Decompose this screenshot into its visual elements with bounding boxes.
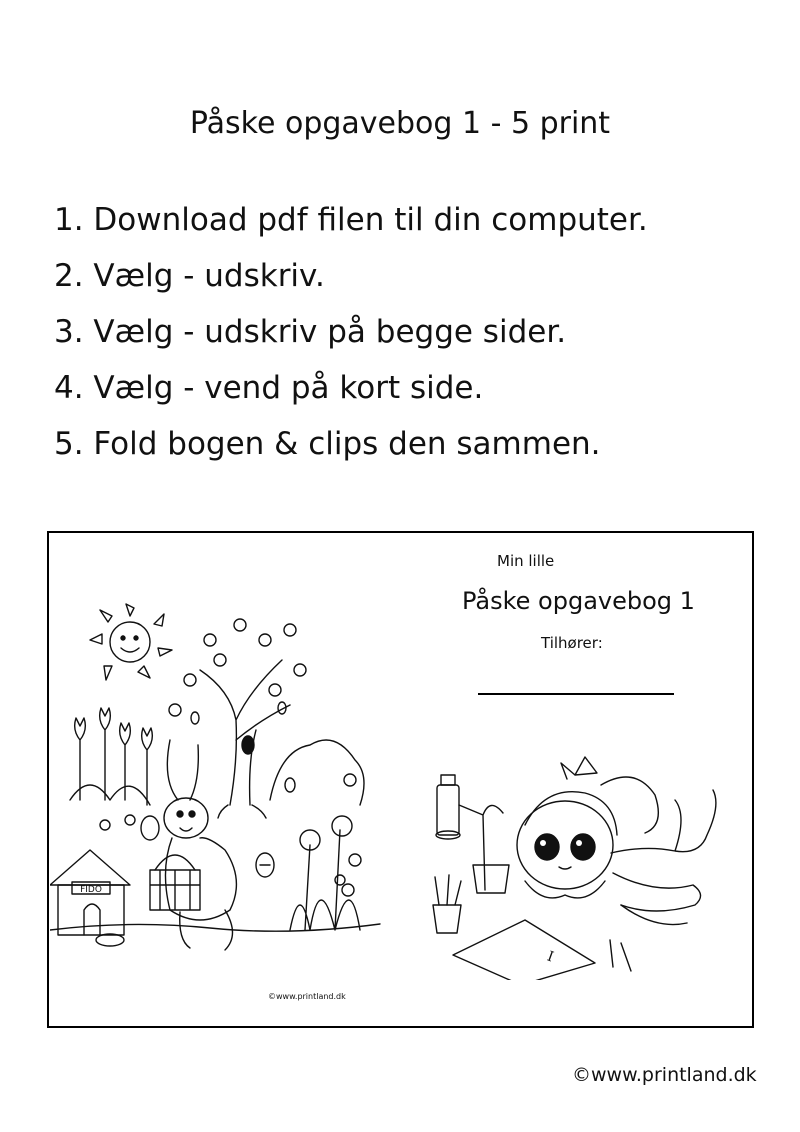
dog-house-drawing (50, 850, 130, 935)
pencils-drawing (610, 940, 631, 971)
easter-garden-illustration (50, 600, 395, 1000)
tulip-flowers-drawing (70, 708, 152, 805)
instruction-step: 4. Vælg - vend på kort side. (54, 370, 484, 406)
instruction-step: 1. Download pdf filen til din computer. (54, 202, 648, 238)
pencil-cup-drawing (433, 875, 461, 933)
cover-subtitle: Min lille (497, 552, 555, 570)
page-title: Påske opgavebog 1 - 5 print (189, 106, 611, 141)
instruction-step: 2. Vælg - udskriv. (54, 258, 325, 294)
instruction-step: 5. Fold bogen & clips den sammen. (54, 426, 601, 462)
cover-owner-label: Tilhører: (541, 634, 603, 652)
instruction-list (54, 192, 648, 472)
desk-lamp-drawing (436, 775, 503, 890)
sun-drawing (90, 604, 172, 680)
owner-name-line (478, 693, 674, 695)
girl-drawing (517, 757, 716, 925)
daffodil-flowers-drawing (290, 816, 361, 930)
bush-drawing (270, 740, 364, 805)
paper-drawing (453, 920, 595, 980)
cover-title: Påske opgavebog 1 (462, 587, 695, 615)
dog-house-sign: FIDO (80, 885, 102, 895)
illustration-credit: ©www.printland.dk (268, 992, 346, 1001)
footer-copyright: ©www.printland.dk (572, 1064, 757, 1086)
instruction-step: 3. Vælg - udskriv på begge sider. (54, 314, 567, 350)
paper-mark: I (545, 946, 557, 964)
flower-pot-drawing (473, 865, 509, 893)
easter-bunny-drawing (141, 740, 236, 950)
girl-drawing-illustration (425, 745, 735, 980)
